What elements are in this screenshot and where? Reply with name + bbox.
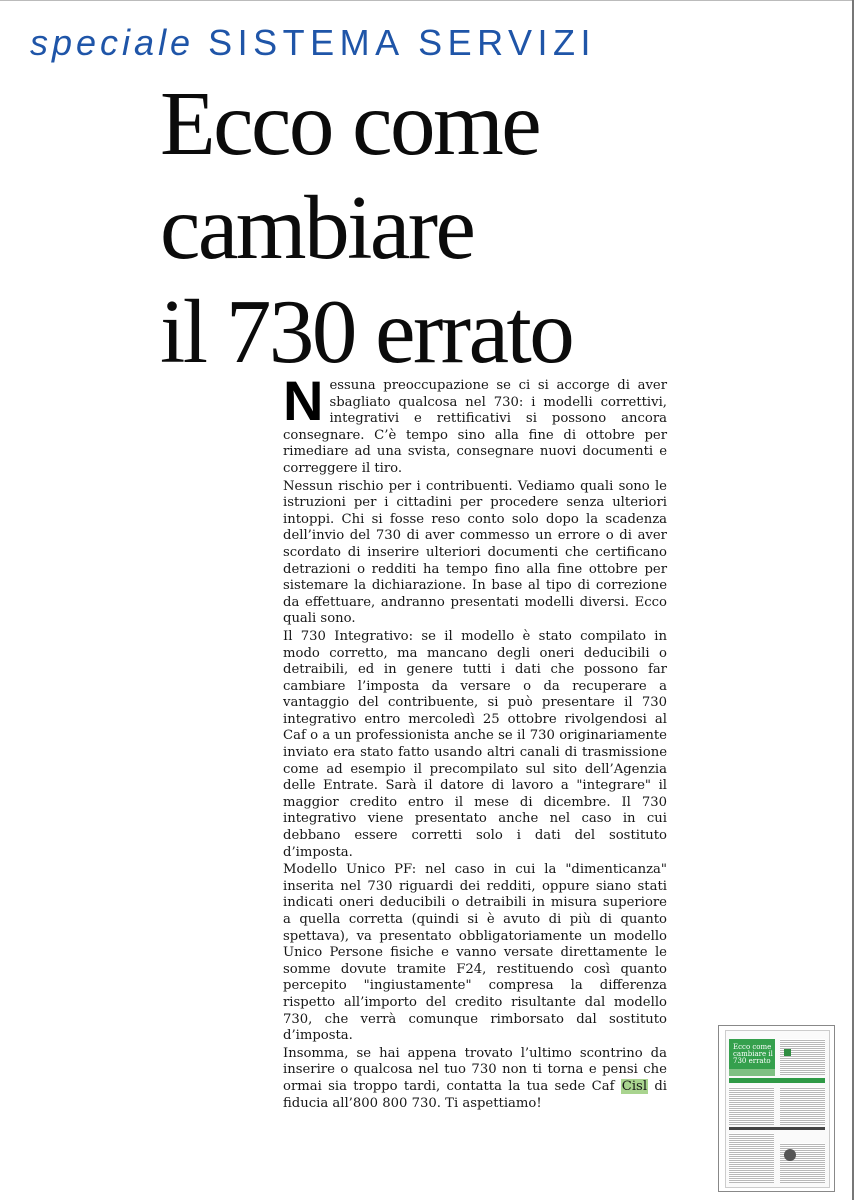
thumbnail-text-column xyxy=(729,1087,774,1125)
section-header xyxy=(30,20,596,66)
headline-line-3: il 730 errato xyxy=(160,281,573,382)
thumbnail-text-column xyxy=(780,1087,825,1125)
paragraph-1-text: essuna preoccupazione se ci si accorge di aver sbagliato qualcosa nel 730: i modelli correttivi, integrativi e rettificativi si possono ancora consegnare. C’è tempo sino alla fine di ottobre per rimediare ad una svista, consegnare nuovi documenti e correggere il tiro. xyxy=(283,378,667,476)
article-paragraph-2: Nessun rischio per i contribuenti. Vediamo quali sono le istruzioni per i cittadini per procedere senza ulteriori intoppi. Chi si fosse reso conto solo dopo la scadenza dell’invio del 730 di aver commesso un errore o di aver scordato di inserire ulteriori documenti che certificano detrazioni o redditi ha tempo fino alla fine ottobre per sistemare la dichiarazione. In base al tipo di correzione da effettuare, andranno presentati modelli diversi. Ecco quali sono. xyxy=(283,478,667,627)
thumbnail-text-column xyxy=(780,1039,825,1075)
thumbnail-page xyxy=(725,1030,830,1188)
section-prefix: speciale xyxy=(30,22,195,63)
thumbnail-band xyxy=(729,1069,775,1076)
page-thumbnail[interactable] xyxy=(718,1025,835,1192)
thumbnail-headline: Ecco come cambiare il 730 errato xyxy=(733,1043,773,1065)
article-paragraph-4: Modello Unico PF: nel caso in cui la "dimenticanza" inserita nel 730 riguardi dei redditi, oppure siano stati indicati oneri deducibili o detraibili in misura superiore a quella corretta (quindi si è avuto di più di quanto spettava), va presentato obbligatoriamente un modello Unico Persone fisiche e vanno versate direttamente le somme dovute tramite F24, restituendo così quanto percepito "ingiustamente" compresa la differenza rispetto all’importo del credito risultante dal modello 730, che verrà comunque rimborsato dal sostituto d’imposta. xyxy=(283,862,667,1044)
headline-line-1: Ecco come xyxy=(160,73,540,174)
top-rule xyxy=(0,0,854,1)
thumbnail-logo-icon xyxy=(784,1049,791,1056)
headline-line-2: cambiare xyxy=(160,177,474,278)
thumbnail-text-column xyxy=(729,1133,774,1183)
page-headline xyxy=(160,72,780,384)
article-paragraph-5 xyxy=(283,1046,667,1112)
thumbnail-divider xyxy=(729,1127,825,1130)
paragraph-5-text-end: di fiducia all’800 800 730. Ti aspettiamo! xyxy=(283,1078,667,1111)
paragraph-5-text-start: Insomma, se hai appena trovato l’ultimo scontrino da inserire o qualcosa nel tuo 730 non ti torna e pensi che ormai sia troppo tardi, contatta la tua sede Caf xyxy=(283,1045,667,1094)
article-body xyxy=(283,369,667,1113)
article-paragraph-3: Il 730 Integrativo: se il modello è stato compilato in modo corretto, ma mancano degli oneri deducibili o detraibili, ed in genere tutti i dati che possono far cambiare l’imposta da versare o da recuperare a vantaggio del contribuente, si può presentare il 730 integrativo entro mercoledì 25 ottobre rivolgendosi al Caf o a un professionista anche se il 730 originariamente inviato era stato fatto usando altri canali di trasmissione come ad esempio il precompilato sul sito dell’Agenzia delle Entrate. Sarà il datore di lavoro a "integrare" il maggior credito entro il mese di dicembre. Il 730 integrativo viene presentato anche nel caso in cui debbano essere corretti solo i dati del sostituto d’imposta. xyxy=(283,628,667,860)
cisl-highlight: Cisl xyxy=(621,1078,648,1094)
article-paragraph-1 xyxy=(283,369,667,478)
thumbnail-band-wide xyxy=(729,1078,825,1083)
thumbnail-photo-icon xyxy=(784,1149,796,1161)
section-name: SISTEMA SERVIZI xyxy=(208,22,597,63)
drop-cap: N xyxy=(283,369,324,432)
